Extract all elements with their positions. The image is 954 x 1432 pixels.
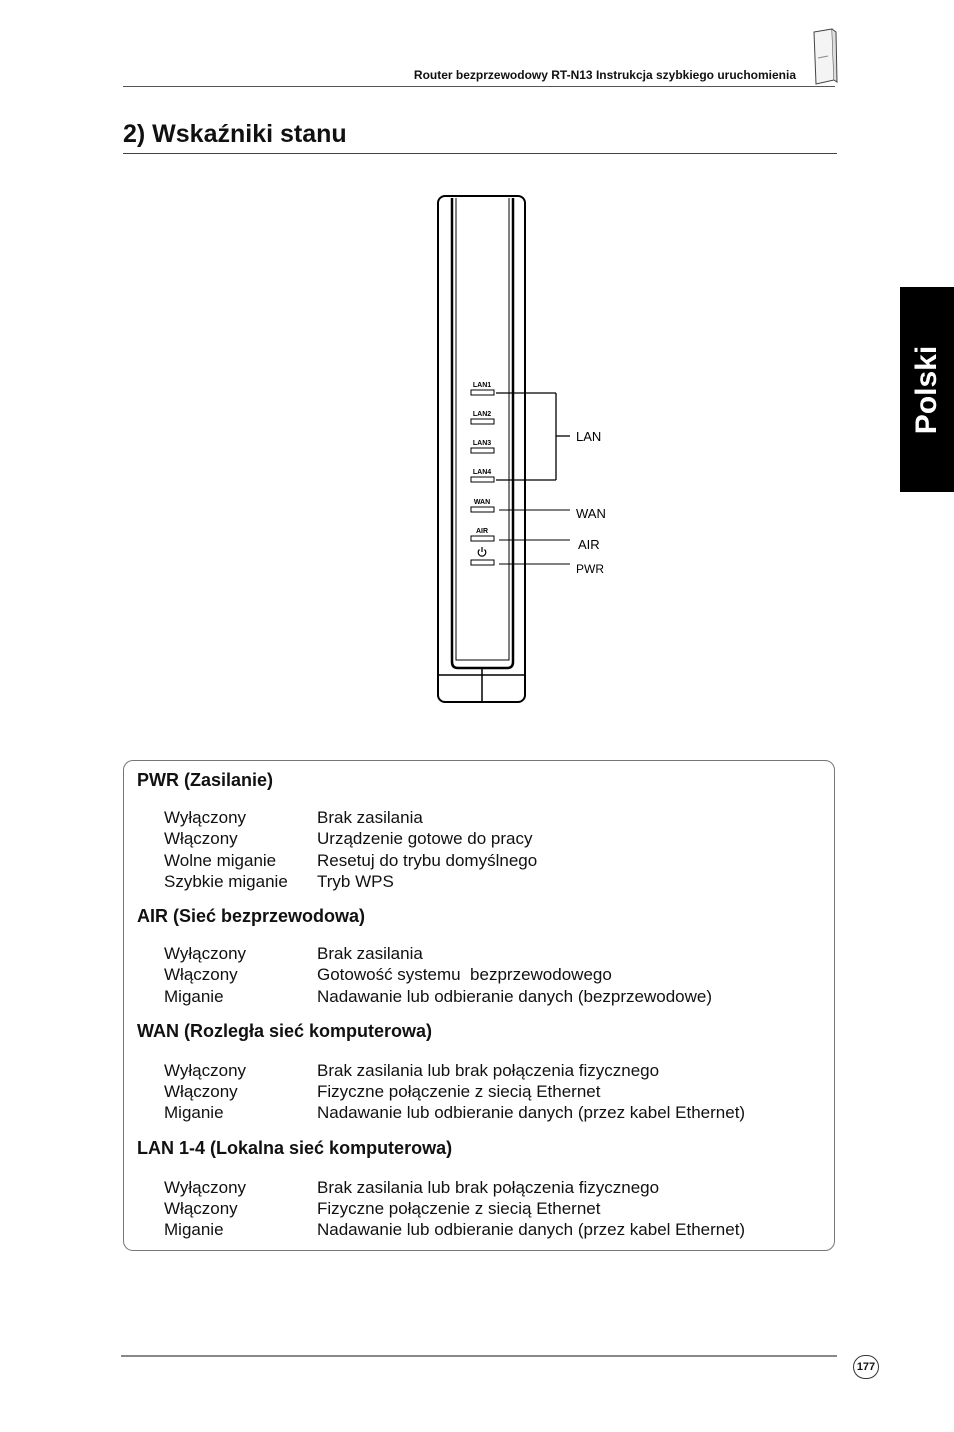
footer-divider bbox=[121, 1355, 837, 1357]
led-air bbox=[471, 536, 494, 541]
led-meaning: Gotowość systemu bezprzewodowego bbox=[317, 965, 612, 984]
led-state: Miganie bbox=[164, 1103, 224, 1122]
led-state: Wyłączony bbox=[164, 1061, 247, 1080]
led-lan1 bbox=[471, 390, 494, 395]
router-front-panel-diagram bbox=[430, 190, 630, 710]
led-wan bbox=[471, 507, 494, 512]
language-tab bbox=[900, 287, 954, 492]
led-label-air: AIR bbox=[475, 528, 489, 535]
callout-air: AIR bbox=[578, 537, 600, 552]
led-lan4 bbox=[471, 477, 494, 482]
led-meaning: Nadawanie lub odbieranie danych (przez kabel Ethernet) bbox=[317, 1103, 746, 1122]
callout-pwr: PWR bbox=[576, 562, 604, 576]
led-label-wan: WAN bbox=[473, 499, 491, 506]
led-label-lan1: LAN1 bbox=[472, 382, 492, 389]
led-meaning: Nadawanie lub odbieranie danych (przez kabel Ethernet) bbox=[317, 1220, 746, 1239]
led-state: Wyłączony bbox=[164, 808, 247, 827]
language-tab-label: Polski bbox=[910, 345, 943, 434]
led-meaning: Brak zasilania lub brak połączenia fizycznego bbox=[317, 1061, 660, 1080]
group-title-pwr: PWR (Zasilanie) bbox=[137, 770, 274, 790]
led-meaning: Urządzenie gotowe do pracy bbox=[317, 829, 533, 848]
led-meaning: Brak zasilania lub brak połączenia fizycznego bbox=[317, 1178, 660, 1197]
page-number: 177 bbox=[853, 1355, 879, 1379]
led-meaning: Fizyczne połączenie z siecią Ethernet bbox=[317, 1199, 601, 1218]
group-title-lan: LAN 1-4 (Lokalna sieć komputerowa) bbox=[137, 1138, 453, 1158]
led-label-lan2: LAN2 bbox=[472, 411, 492, 418]
led-meaning: Brak zasilania bbox=[317, 944, 423, 963]
callout-wan: WAN bbox=[576, 506, 606, 521]
led-label-lan3: LAN3 bbox=[472, 440, 492, 447]
led-label-lan4: LAN4 bbox=[472, 469, 492, 476]
led-state: Wolne miganie bbox=[164, 851, 277, 870]
callout-lan: LAN bbox=[576, 429, 602, 444]
section-title: 2) Wskaźniki stanu bbox=[123, 120, 347, 148]
led-meaning: Brak zasilania bbox=[317, 808, 423, 827]
group-title-air: AIR (Sieć bezprzewodowa) bbox=[137, 906, 366, 926]
led-state: Szybkie miganie bbox=[164, 872, 288, 891]
router-icon bbox=[808, 28, 838, 86]
led-pwr bbox=[471, 560, 494, 565]
running-header: Router bezprzewodowy RT-N13 Instrukcja szybkiego uruchomienia bbox=[413, 68, 796, 82]
led-meaning: Resetuj do trybu domyślnego bbox=[317, 851, 538, 870]
led-meaning: Tryb WPS bbox=[317, 872, 394, 891]
led-lan2 bbox=[471, 419, 494, 424]
led-state: Miganie bbox=[164, 1220, 224, 1239]
header-divider bbox=[123, 86, 835, 87]
led-state: Włączony bbox=[164, 965, 238, 984]
led-state: Włączony bbox=[164, 1082, 238, 1101]
group-title-wan: WAN (Rozległa sieć komputerowa) bbox=[137, 1021, 433, 1041]
led-state: Wyłączony bbox=[164, 1178, 247, 1197]
section-divider bbox=[123, 153, 837, 154]
led-meaning: Fizyczne połączenie z siecią Ethernet bbox=[317, 1082, 601, 1101]
led-meaning: Nadawanie lub odbieranie danych (bezprzewodowe) bbox=[317, 987, 713, 1006]
led-state: Włączony bbox=[164, 1199, 238, 1218]
led-state: Włączony bbox=[164, 829, 238, 848]
led-state: Miganie bbox=[164, 987, 224, 1006]
led-lan3 bbox=[471, 448, 494, 453]
led-state: Wyłączony bbox=[164, 944, 247, 963]
